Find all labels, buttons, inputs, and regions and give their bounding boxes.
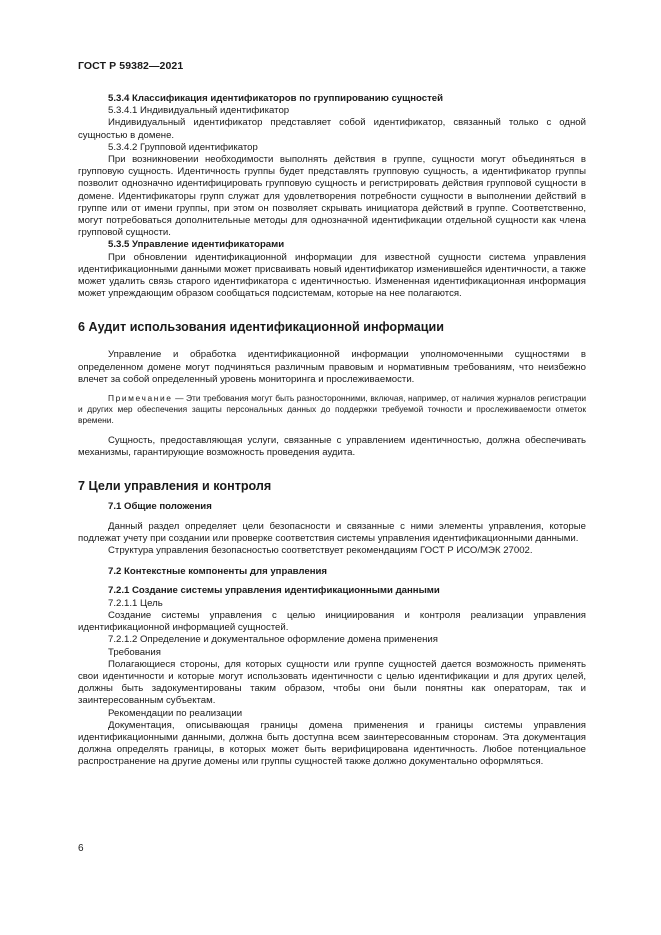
note-block <box>78 393 586 426</box>
paragraph: При обновлении идентификационной информации для известной сущности система управления идентификационными данными может присваивать новый идентификатор изменившейся идентичности, а также может удалить связь старого идентификатора с идентичностью. Измененная идентификационная информация может упреждающим образом сообщаться подсистемам, которые на нее полагаются. <box>78 251 586 300</box>
page-content <box>78 93 586 769</box>
clause-7-2-1-heading: 7.2.1 Создание системы управления идентификационными данными <box>108 585 440 597</box>
paragraph: Полагающиеся стороны, для которых сущности или группе сущностей дается возможность применять свои идентичности и которые могут использовать идентичности с целью идентификации и для других целей, должны быть задокументированы таким образом, чтобы они были понятны как операторам, так и заинтересованным субъектам. <box>78 658 586 707</box>
page-number: 6 <box>78 843 84 854</box>
paragraph: Индивидуальный идентификатор представляет собой идентификатор, связанный только с одной сущностью в домене. <box>78 117 586 141</box>
clause-5-3-5-heading: 5.3.5 Управление идентификаторами <box>108 239 285 251</box>
clause-7-2-1-1-heading: 7.2.1.1 Цель <box>108 597 163 609</box>
note-label: Примечание <box>108 393 173 404</box>
clause-5-3-4-1-heading: 5.3.4.1 Индивидуальный идентификатор <box>108 105 290 117</box>
clause-7-2-heading: 7.2 Контекстные компоненты для управления <box>108 566 328 578</box>
note-text: — Эти требования могут быть разносторонними, включая, например, от наличия журналов регистрации и других мер обеспечения защиты персональных данных до поддержки требуемой точности и прослеживаемости отметок времени. <box>78 393 586 426</box>
paragraph: Структура управления безопасностью соответствует рекомендациям ГОСТ Р ИСО/МЭК 27002. <box>108 545 533 557</box>
paragraph: Сущность, предоставляющая услуги, связанные с управлением идентичностью, должна обеспечивать механизмы, гарантирующие возможность проведения аудита. <box>78 435 586 459</box>
paragraph: Создание системы управления с целью инициирования и контроля реализации управления идентификационной информацией сущностей. <box>78 609 586 634</box>
section-7-heading: 7 Цели управления и контроля <box>78 479 272 494</box>
paragraph: При возникновении необходимости выполнять действия в группе, сущности могут объединяться в групповую сущность. Идентичность группы будет представлять групповую сущность, а идентификатор группы позволит однозначно идентифицировать групповую сущность и регистрировать действия групповой сущности в домене. Идентификаторы групп служат для удовлетворения потребности сущности в выполнении действий в группе или от имени группы, при этом он позволяет скрывать инициатора действий в группе. Соответственно, могут потребоваться дополнительные методы для однозначной идентификации отдельной сущности как члена групповой сущности. <box>78 154 586 239</box>
document-header: ГОСТ Р 59382—2021 <box>78 60 184 72</box>
paragraph: Документация, описывающая границы домена применения и границы системы управления идентификационными данными, должна быть доступна всем заинтересованным сторонам. Эта документация должна определять границы, в которых может быть верифицирована идентичность. Любое потенциальное распространение на другие домены или группы сущностей также должно документально оформляться. <box>78 719 586 768</box>
section-6-heading: 6 Аудит использования идентификационной информации <box>78 320 445 335</box>
clause-7-1-heading: 7.1 Общие положения <box>108 501 212 513</box>
implementation-guidance-label: Рекомендации по реализации <box>108 707 243 719</box>
clause-7-2-1-2-heading: 7.2.1.2 Определение и документальное оформление домена применения <box>108 634 438 646</box>
clause-5-3-4-heading: 5.3.4 Классификация идентификаторов по группированию сущностей <box>108 93 444 104</box>
requirements-label: Требования <box>108 646 161 658</box>
clause-5-3-4-2-heading: 5.3.4.2 Групповой идентификатор <box>108 141 258 153</box>
paragraph: Данный раздел определяет цели безопасности и связанные с ними элементы управления, которые подлежат учету при создании или проверке соответствия системы управления идентификационными данными. <box>78 520 586 544</box>
paragraph: Управление и обработка идентификационной информации уполномоченными сущностями в определенном домене могут подчиняться различным правовым и нормативным требованиям, что неизбежно влечет за собой определенный уровень мониторинга и прослеживаемости. <box>78 349 586 385</box>
